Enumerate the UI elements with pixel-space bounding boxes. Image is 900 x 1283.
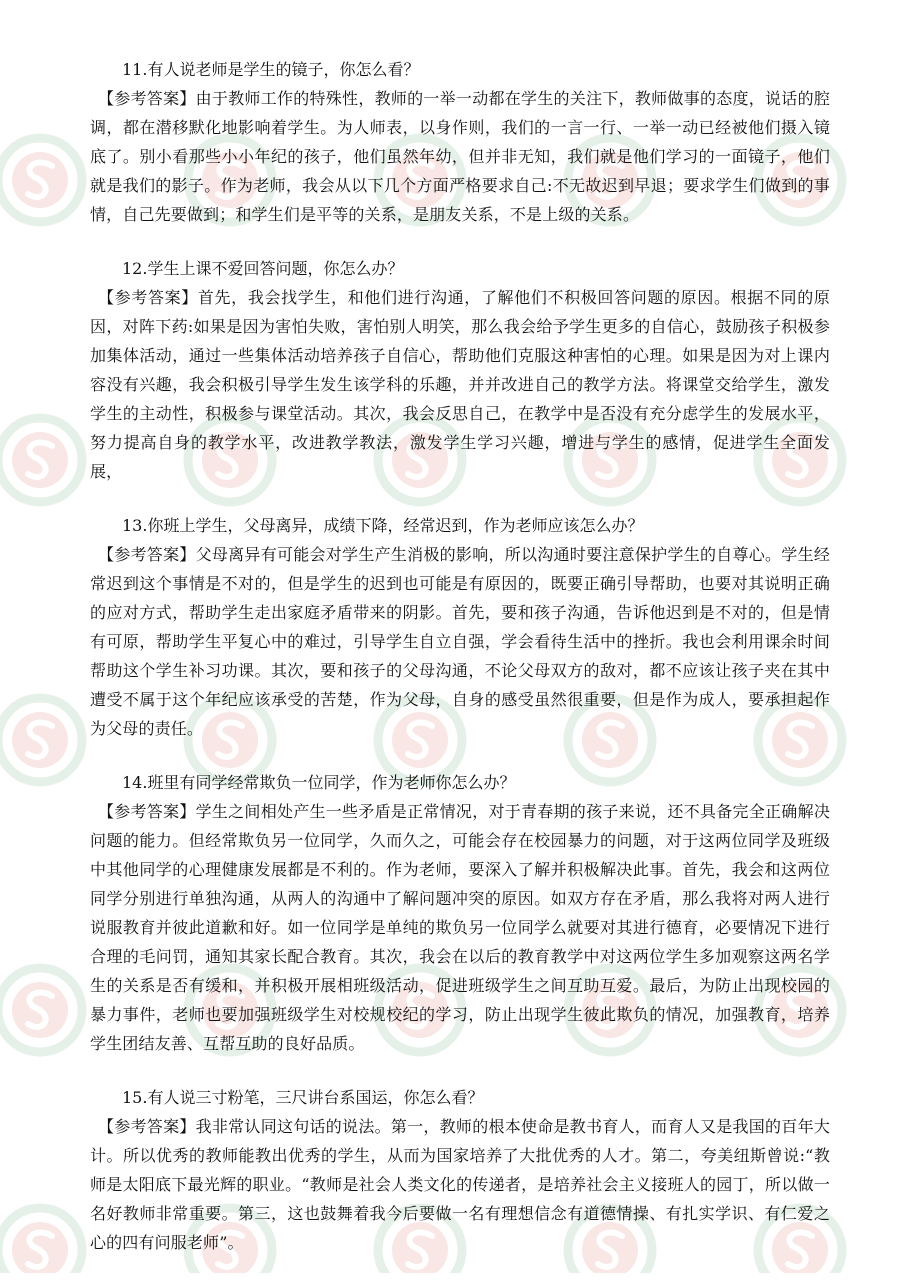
watermark-logo-icon	[0, 138, 82, 222]
watermark-logo-icon	[0, 968, 82, 1052]
answer-tag: 【参考答案】	[98, 89, 196, 108]
answer-tag: 【参考答案】	[98, 545, 196, 564]
question-title: 11.有人说老师是学生的镜子，你怎么看？	[122, 60, 420, 79]
answer-paragraph	[90, 283, 830, 486]
question-title: 15.有人说三寸粉笔，三尺讲台系国运，你怎么看？	[122, 1088, 484, 1107]
answer-paragraph	[90, 1112, 830, 1257]
answer-text: 父母离异有可能会对学生产生消极的影响，所以沟通时要注意保护学生的自尊心。学生经常迟到这个事情是不对的，但是学生的迟到也可能是有原因的，既要正确引导帮助，也要对其说明正确的应对方式，帮助学生走出家庭矛盾带来的阴影。首先，要和孩子沟通，告诉他迟到是不对的，但是情有可原，帮助学生平复心中的难过，引导学生自立自强，学会看待生活中的挫折。我也会利用课余时间帮助这个学生补习功课。其次，要和孩子的父母沟通，不论父母双方的敌对，都不应该让孩子夹在其中遭受不属于这个年纪应该承受的苦楚，作为父母，自身的感受虽然很重要，但是作为成人，要承担起作为父母的责任。	[90, 545, 830, 738]
watermark-logo-icon	[0, 698, 82, 782]
answer-text: 由于教师工作的特殊性，教师的一举一动都在学生的关注下，教师做事的态度，说话的腔调，都在潜移默化地影响着学生。为人师表，以身作则，我们的一言一行、一举一动已经被他们摄入镜底了。别小看那些小小年纪的孩子，他们虽然年幼，但并非无知，我们就是他们学习的一面镜子，他们就是我们的影子。作为老师，我会从以下几个方面严格要求自己:不无故迟到早退；要求学生们做到的事情，自己先要做到；和学生们是平等的关系，是朋友关系，不是上级的关系。	[90, 89, 830, 224]
answer-tag: 【参考答案】	[98, 802, 196, 821]
answer-text: 首先，我会找学生，和他们进行沟通，了解他们不积极回答问题的原因。根据不同的原因，对阵下药:如果是因为害怕失败，害怕别人明笑，那么我会给予学生更多的自信心，鼓励孩子积极参加集体活动，通过一些集体活动培养孩子自信心，帮助他们克服这种害怕的心理。如果是因为对上课内容没有兴趣，我会积极引导学生发生该学科的乐趣，并并改进自己的教学方法。将课堂交给学生，激发学生的主动性，积极参与课堂活动。其次，我会反思自己，在教学中是否没有充分虑学生的发展水平，努力提高自身的教学水平，改进教学教法，激发学生学习兴趣，增进与学生的感情，促进学生全面发展，	[90, 288, 830, 481]
answer-tag: 【参考答案】	[98, 288, 198, 307]
question-title: 13.你班上学生，父母离异，成绩下降，经常迟到，作为老师应该怎么办？	[122, 516, 644, 535]
answer-text: 学生之间相处产生一些矛盾是正常情况，对于青春期的孩子来说，还不具备完全正确解决问题的能力。但经常欺负另一位同学，久而久之，可能会存在校园暴力的问题，对于这两位同学及班级中其他同学的心理健康发展都是不利的。作为老师，要深入了解并积极解决此事。首先，我会和这两位同学分别进行单独沟通，从两人的沟通中了解问题冲突的原因。如双方存在矛盾，那么我将对两人进行说服教育并彼此道歉和好。如一位同学是单纯的欺负另一位同学么就要对其进行德育，必要情况下进行合理的毛问罚，通知其家长配合教育。其次，我会在以后的教育教学中对这两位学生多加观察这两名学生的关系是否有缓和，并积极开展相班级活动，促进班级学生之间互助互爱。最后，为防止出现校园的暴力事件，老师也要加强班级学生对校规校纪的学习，防止出现学生彼此欺负的情况，加强教育，培养学生团结友善、互帮互助的良好品质。	[90, 802, 830, 1053]
question-title: 12.学生上课不爱回答问题，你怎么办？	[122, 259, 404, 278]
question-title: 14.班里有同学经常欺负一位同学，作为老师你怎么办？	[122, 773, 516, 792]
answer-text: 我非常认同这句话的说法。第一，教师的根本使命是教书育人，而育人又是我国的百年大计。所以优秀的教师能教出优秀的学生，从而为国家培养了大批优秀的人才。第二，夸美纽斯曾说:“教师是太阳底下最光辉的职业。“教师是社会人类文化的传递者，是培养社会主义接班人的园丁，所以做一名好教师非常重要。第三，这也鼓舞着我今后要做一名有理想信念有道德情操、有扎实学识、有仁爱之心的四有问服老师”。	[90, 1117, 830, 1252]
question-13	[90, 512, 830, 743]
watermark-logo-icon	[0, 418, 82, 502]
question-15	[90, 1084, 830, 1257]
document-body	[90, 56, 830, 1283]
answer-paragraph	[90, 797, 830, 1058]
answer-tag: 【参考答案】	[98, 1117, 196, 1136]
answer-paragraph	[90, 540, 830, 743]
question-14	[90, 769, 830, 1058]
watermark-logo-icon	[0, 1208, 82, 1273]
question-12	[90, 255, 830, 486]
answer-paragraph	[90, 84, 830, 229]
question-11	[90, 56, 830, 229]
